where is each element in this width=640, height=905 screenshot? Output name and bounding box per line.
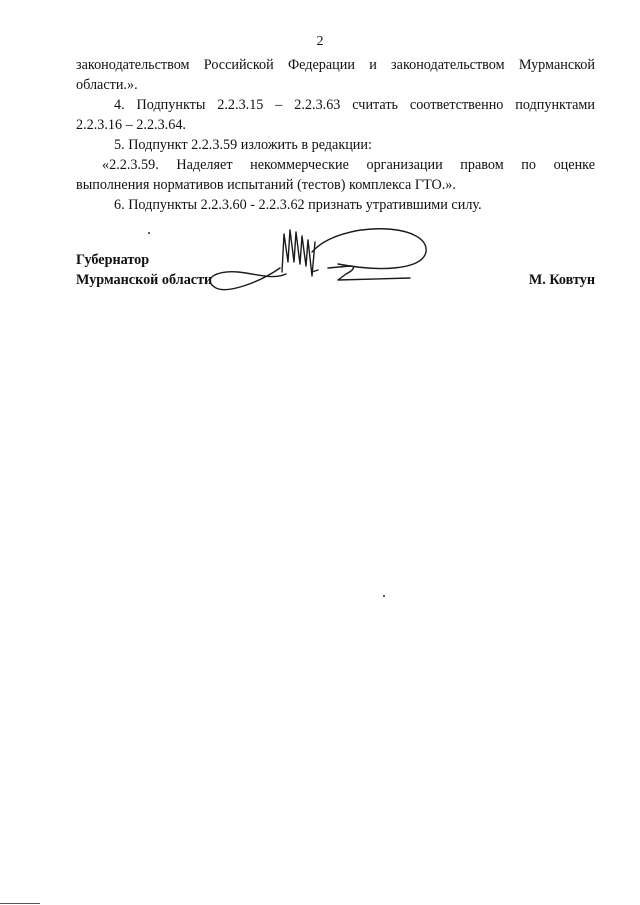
document-body xyxy=(76,55,595,215)
paragraph-1-line-2: области.». xyxy=(76,77,138,93)
handwritten-signature xyxy=(200,222,440,302)
paragraph-4-continuation xyxy=(76,175,595,195)
paragraph-4-line-1: «2.2.3.59. Наделяет некоммерческие организации правом по оценке xyxy=(102,157,595,173)
scan-edge-line xyxy=(0,903,40,904)
paragraph-4-line-2: выполнения нормативов испытаний (тестов) комплекса ГТО.». xyxy=(76,177,456,193)
scan-speck xyxy=(383,595,385,597)
paragraph-2 xyxy=(76,95,595,115)
paragraph-1-line-1: законодательством Российской Федерации и законодательством Мурманской xyxy=(76,57,595,73)
paragraph-2-line-2: 2.2.3.16 – 2.2.3.64. xyxy=(76,117,186,133)
signatory-name: М. Ковтун xyxy=(528,272,595,288)
paragraph-5: 6. Подпункты 2.2.3.60 - 2.2.3.62 признать утратившими силу. xyxy=(114,197,482,213)
paragraph-4 xyxy=(76,155,595,175)
paragraph-1 xyxy=(76,55,595,95)
signatory-title-line-2: Мурманской области xyxy=(76,272,213,288)
paragraph-3: 5. Подпункт 2.2.3.59 изложить в редакции: xyxy=(114,137,372,153)
signatory-title-line-1: Губернатор xyxy=(76,252,150,268)
paragraph-2-continuation xyxy=(76,115,595,135)
signature-loop xyxy=(210,268,286,290)
paragraph-2-line-1: 4. Подпункты 2.2.3.15 – 2.2.3.63 считать соответственно подпунктами xyxy=(114,97,595,113)
page-number: 2 xyxy=(316,34,324,49)
signature-arc xyxy=(312,229,426,269)
signature-strokes xyxy=(282,230,315,276)
scan-speck xyxy=(148,232,150,234)
